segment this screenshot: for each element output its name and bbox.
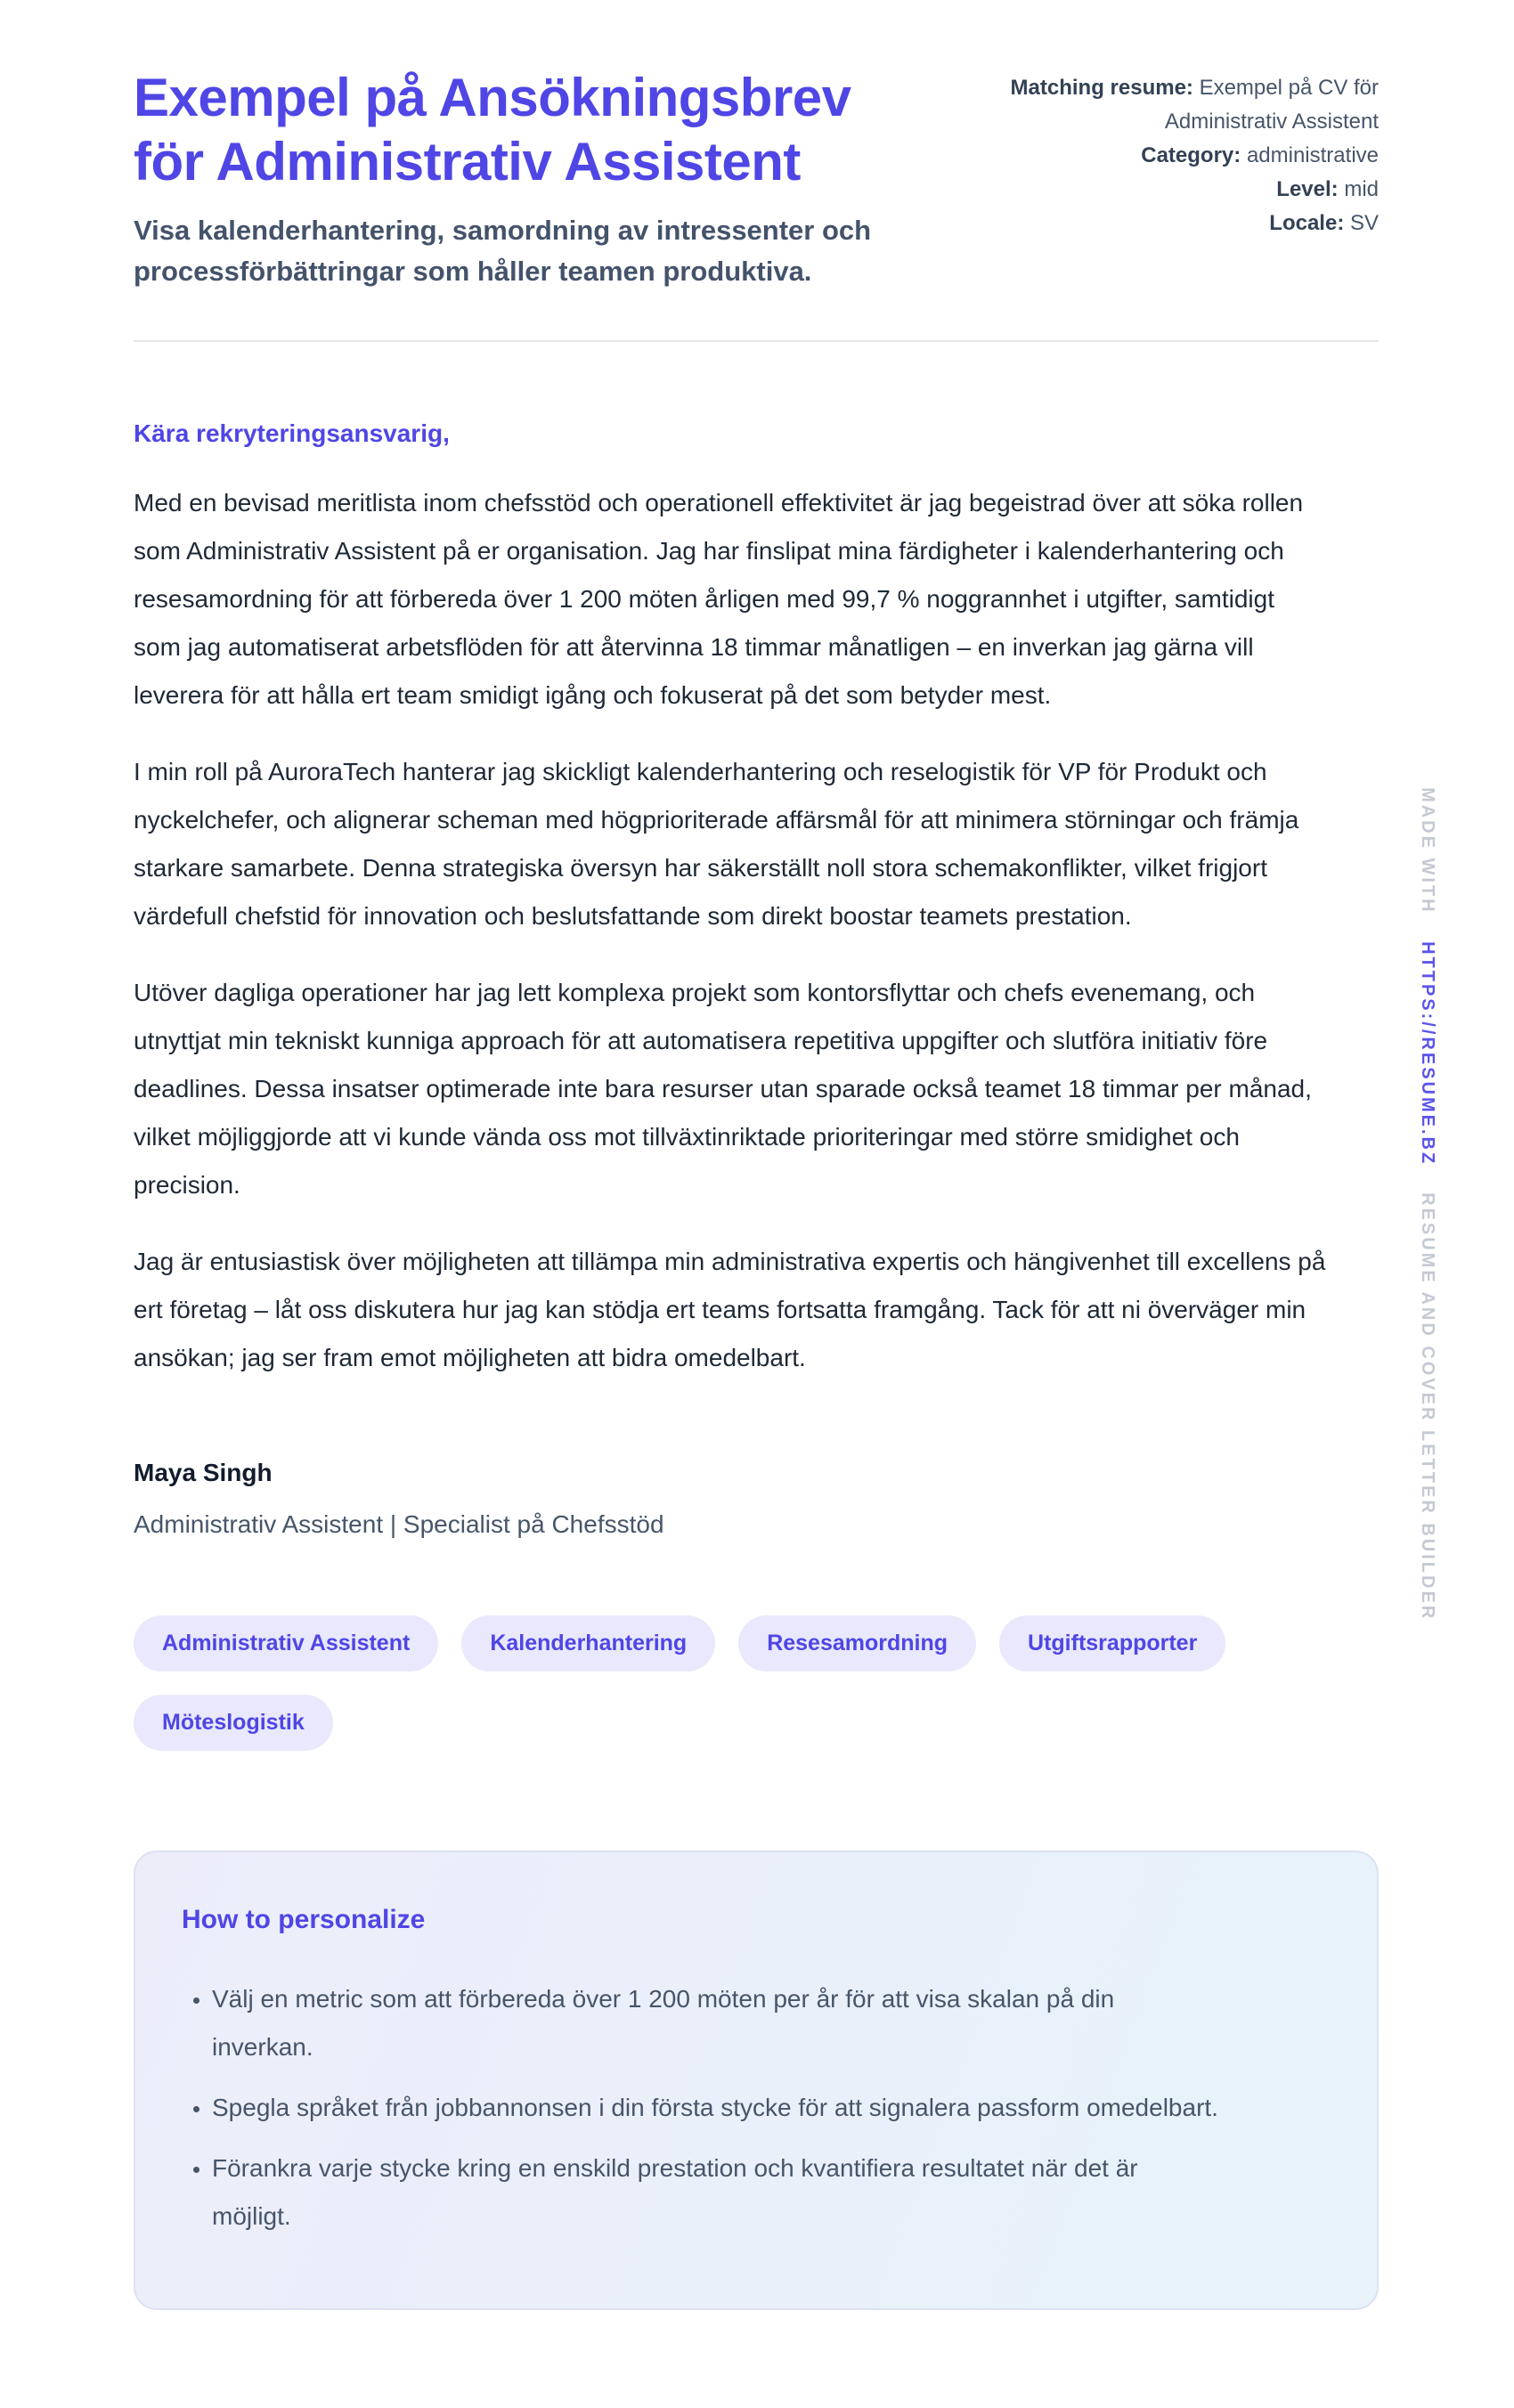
letter-paragraph: I min roll på AuroraTech hanterar jag skickligt kalenderhantering och reselogistik för VP för Produkt och nyckelchefer, och alignerar scheman med högprioriterade affärsmål för att minimera störningar och främja starkare samarbete. Denna strategiska översyn har säkerställt noll stora schemakonflikter, vilket frigjort värdefull chefstid för innovation och beslutsfattande som direkt boostar teamets prestation. [134, 758, 1299, 930]
personalize-box [134, 1851, 1379, 2310]
skill-tags-row [134, 1615, 1379, 1751]
header-divider [134, 340, 1379, 342]
meta-row-category [960, 139, 1379, 173]
resume-bz-link[interactable]: HTTPS://RESUME.BZ [1418, 940, 1437, 1166]
letter-paragraph: Utöver dagliga operationer har jag lett komplexa projekt som kontorsflyttar och chefs evenemang, och utnyttjat min tekniskt kunniga approach för att automatisera repetitiva uppgifter och slutföra initiativ före deadlines. Dessa insatser optimerade inte bara resurser utan sparade också teamet 18 timmar per månad, vilket möjliggjorde att vi kunde vända oss mot tillväxtinriktade prioriteringar med större smidighet och precision. [134, 979, 1312, 1199]
meta-label: Level: [1276, 177, 1339, 201]
letter-greeting: Kära rekryteringsansvarig, [134, 419, 450, 447]
tag-pill[interactable]: Utgiftsrapporter [999, 1615, 1225, 1672]
meta-row-matching-resume [960, 71, 1379, 139]
made-with-label: MADE WITH [1418, 787, 1437, 915]
meta-label: Category: [1141, 143, 1241, 167]
page-header [134, 66, 1379, 292]
signature-name: Maya Singh [134, 1459, 273, 1486]
tag-pill[interactable]: Administrativ Assistent [134, 1615, 438, 1672]
meta-value: administrative [1246, 143, 1379, 167]
meta-value: Exempel på CV för Administrativ Assistent [1164, 76, 1379, 134]
header-title-block [134, 66, 935, 292]
letter-signature [134, 1455, 1379, 1542]
resume-meta-block [960, 71, 1379, 240]
tag-pill[interactable]: Resesamordning [738, 1615, 976, 1672]
personalize-tip: • Förankra varje stycke kring en enskild prestation och kvantifiera resultatet när det är möjligt. [212, 2144, 1218, 2241]
letter-paragraph: Med en bevisad meritlista inom chefsstöd och operationell effektivitet är jag begeistrad över att söka rollen som Administrativ Assistent på er organisation. Jag har finslipat mina färdigheter i kalenderhantering och resesamordning för att förbereda över 1 200 möten årligen med 99,7 % noggrannhet i utgifter, samtidigt som jag automatiserat arbetsflöden för att återvinna 18 timmar månatligen – en inverkan jag gärna vill leverera för att hålla ert team smidigt igång och fokuserat på det som betyder mest. [134, 489, 1304, 709]
letter-body [134, 410, 1379, 1542]
tag-pill[interactable]: Möteslogistik [134, 1695, 333, 1751]
page-title: Exempel på Ansökningsbrev för Administrativ Assistent [134, 68, 851, 191]
tag-pill[interactable]: Kalenderhantering [461, 1615, 715, 1672]
meta-value: SV [1349, 211, 1379, 235]
meta-label: Matching resume: [1010, 76, 1193, 100]
personalize-tips-list [182, 1975, 1331, 2241]
meta-row-level [960, 173, 1379, 207]
made-with-ribbon [1417, 787, 1437, 1621]
page-subtitle: Visa kalenderhantering, samordning av intressenter och processförbättringar som håller teamen produktiva. [134, 215, 872, 287]
builder-tagline: RESUME AND COVER LETTER BUILDER [1418, 1192, 1437, 1621]
letter-paragraph: Jag är entusiastisk över möjligheten att tillämpa min administrativa expertis och hängivenhet till excellens på ert företag – låt oss diskutera hur jag kan stödja ert teams fortsatta framgång. Tack för att ni överväger min ansökan; jag ser fram emot möjligheten att bidra omedelbart. [134, 1248, 1326, 1371]
meta-row-locale [960, 207, 1379, 240]
personalize-title: How to personalize [182, 1905, 426, 1934]
personalize-tip: • Välj en metric som att förbereda över 1 200 möten per år för att visa skalan på din inverkan. [212, 1975, 1218, 2071]
signature-role: Administrativ Assistent | Specialist på Chefsstöd [134, 1510, 664, 1538]
meta-value: mid [1344, 177, 1379, 201]
personalize-tip: • Spegla språket från jobbannonsen i din första stycke för att signalera passform omedelbart. [212, 2084, 1218, 2132]
meta-label: Locale: [1269, 211, 1345, 235]
